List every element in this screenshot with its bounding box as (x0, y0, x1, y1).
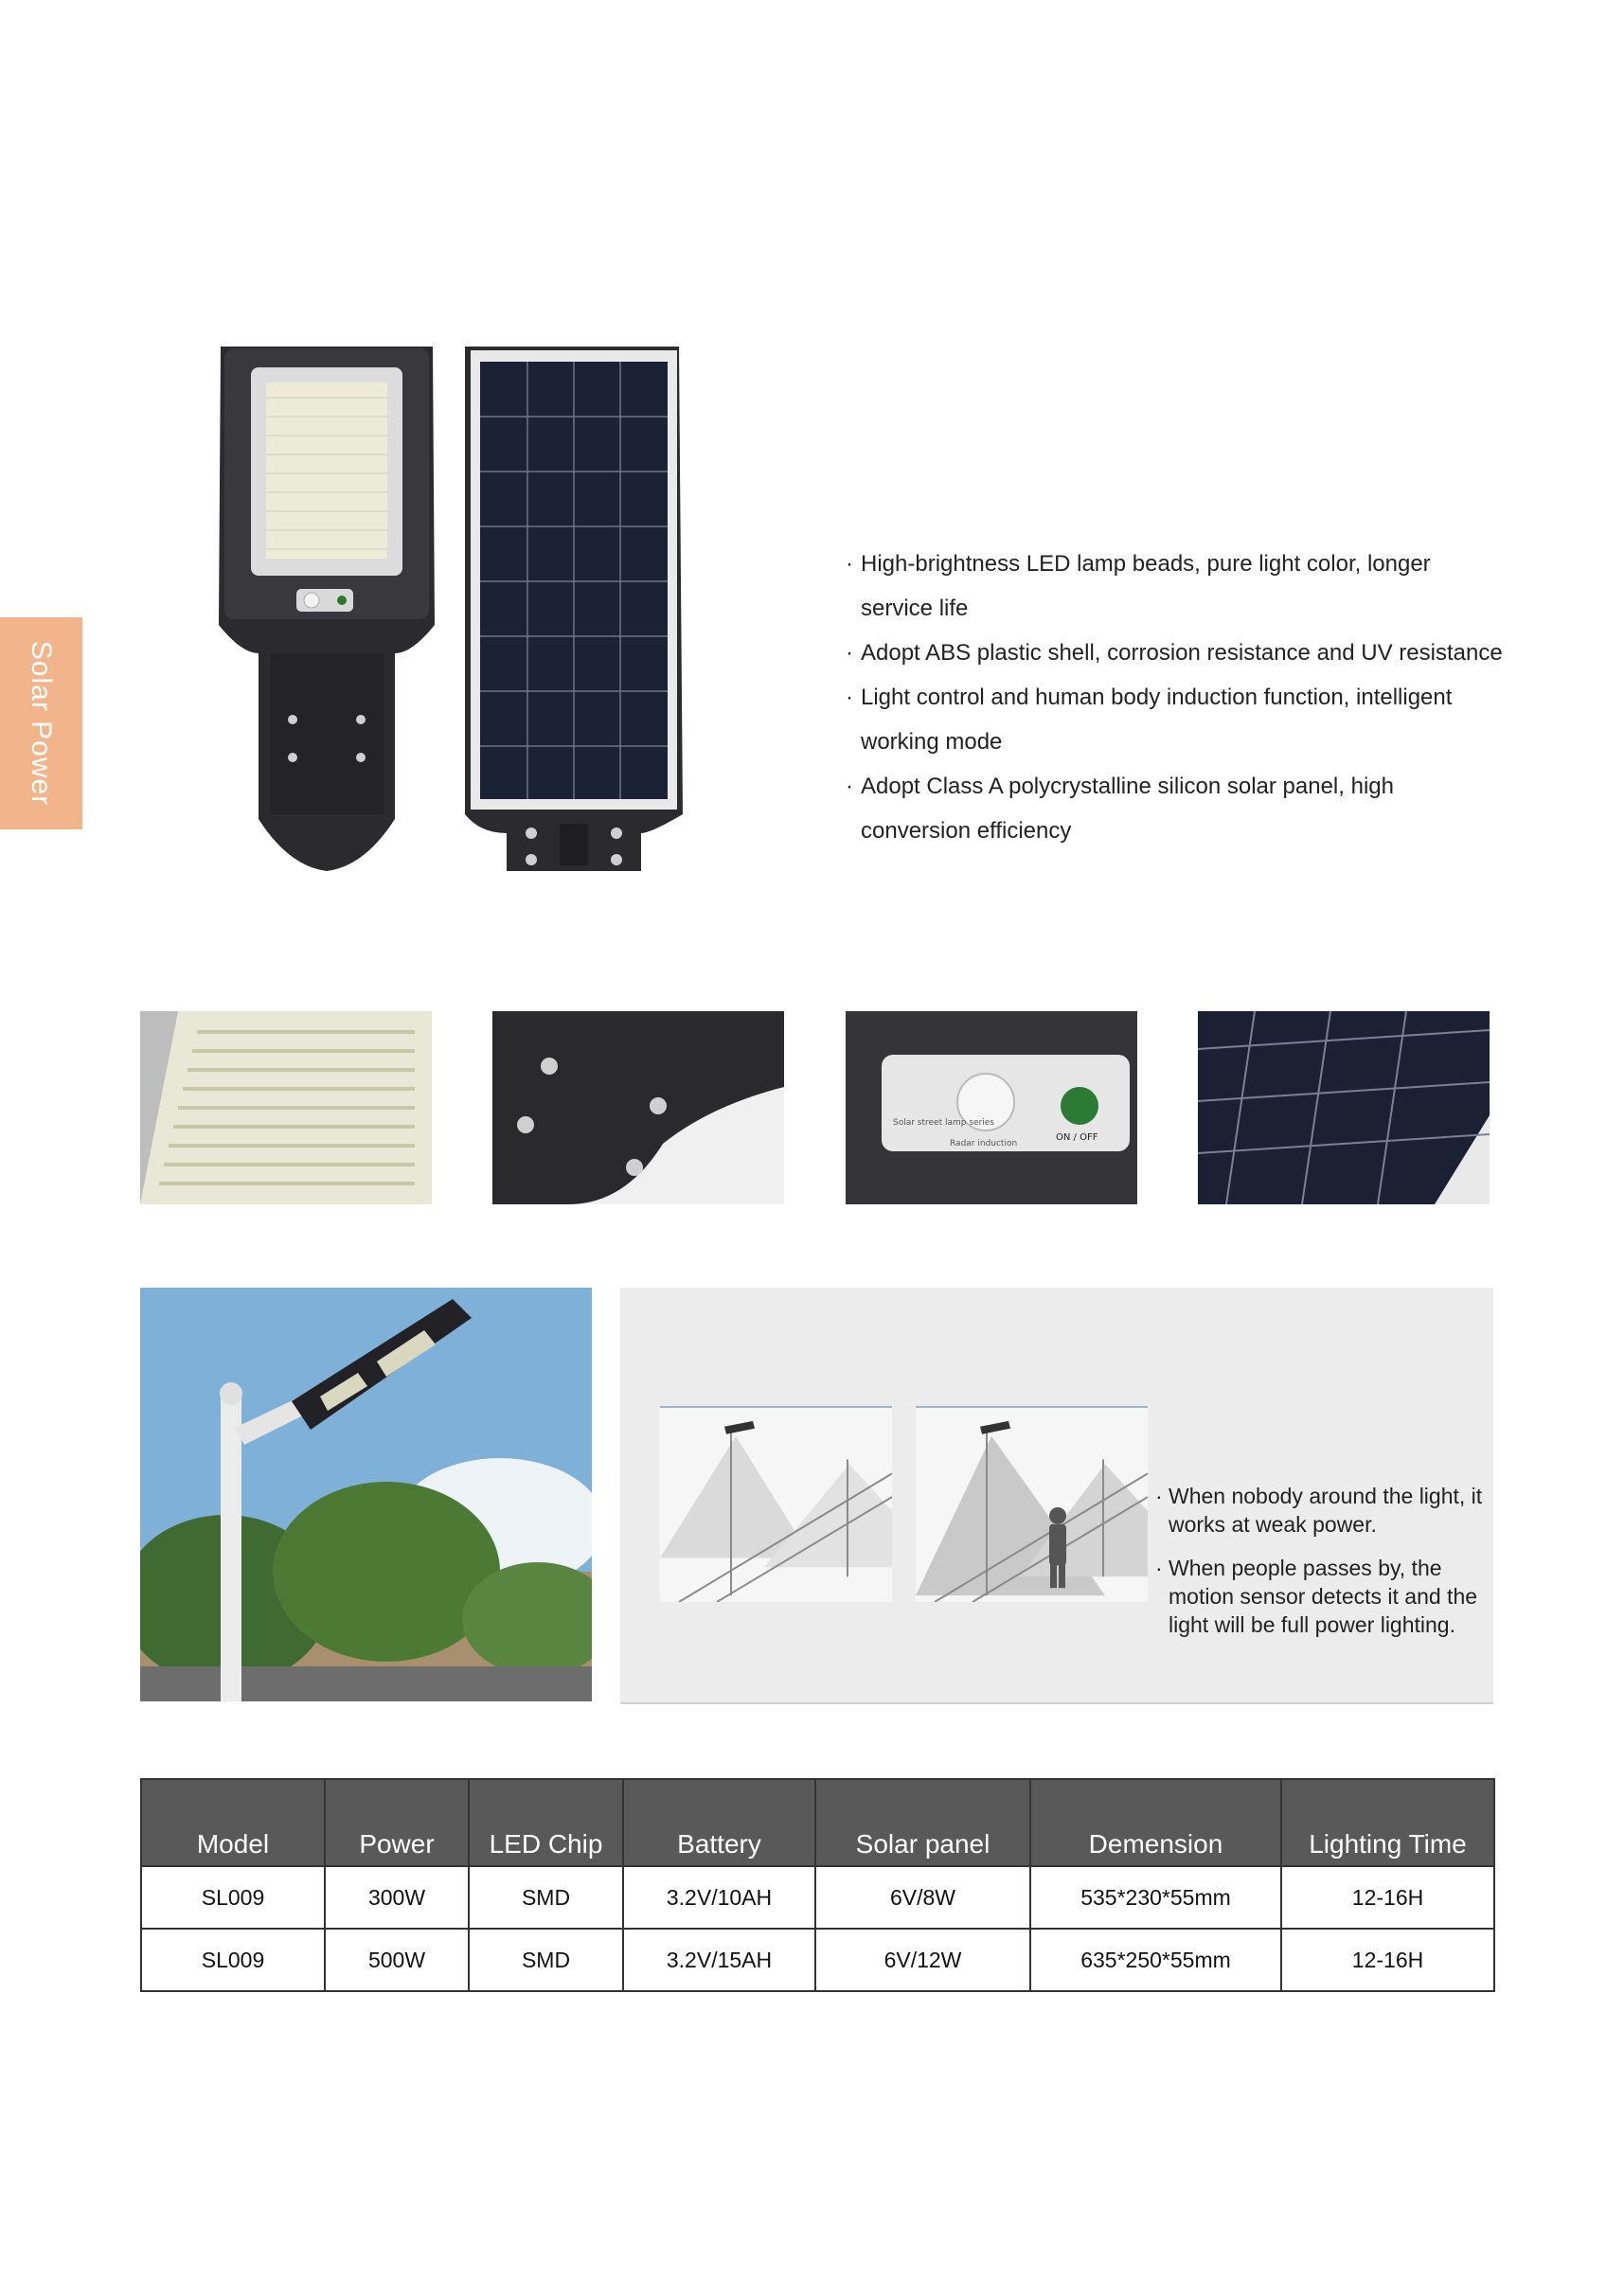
column-header: Demension (1030, 1779, 1281, 1866)
sensor-notes (1155, 1482, 1496, 1654)
table-cell: 635*250*55mm (1030, 1929, 1281, 1991)
feature-item: · Adopt Class A polycrystalline silicon solar panel, high conversion efficiency (846, 764, 1508, 853)
lamp-back-solar-view (461, 341, 687, 890)
table-cell: 500W (325, 1929, 469, 1991)
detail-mount-bracket-image (492, 1011, 784, 1204)
scene-full-power-image (916, 1406, 1148, 1602)
table-row (141, 1929, 1494, 1991)
sensor-note: · When nobody around the light, it works at weak power. (1155, 1482, 1496, 1539)
table-header-row (141, 1779, 1494, 1866)
table-cell: SL009 (141, 1929, 325, 1991)
sensor-note: · When people passes by, the motion sensor detects it and the light will be full power lighting. (1155, 1554, 1496, 1639)
lamp-front-view (213, 341, 440, 890)
table-cell: 535*230*55mm (1030, 1866, 1281, 1929)
detail-radar-sensor-image (846, 1011, 1137, 1204)
feature-list (846, 542, 1508, 853)
table-cell: SL009 (141, 1866, 325, 1929)
table-row (141, 1866, 1494, 1929)
column-header: Power (325, 1779, 469, 1866)
column-header: Battery (623, 1779, 815, 1866)
sensor-label: Solar street lamp series (893, 1118, 994, 1128)
product-hero-image (213, 336, 687, 895)
table-cell: 12-16H (1281, 1866, 1494, 1929)
table-cell: SMD (469, 1866, 623, 1929)
table-cell: 3.2V/15AH (623, 1929, 815, 1991)
table-cell: 6V/12W (815, 1929, 1030, 1991)
feature-item: · Adopt ABS plastic shell, corrosion resistance and UV resistance (846, 631, 1508, 675)
detail-solar-panel-image (1198, 1011, 1490, 1204)
table-cell: 6V/8W (815, 1866, 1030, 1929)
feature-item: · High-brightness LED lamp beads, pure light color, longer service life (846, 542, 1508, 631)
column-header: Model (141, 1779, 325, 1866)
column-header: Solar panel (815, 1779, 1030, 1866)
feature-item: · Light control and human body induction function, intelligent working mode (846, 675, 1508, 764)
side-tab-label: Solar Power (26, 640, 58, 807)
sensor-label: Radar induction (950, 1139, 1018, 1148)
column-header: Lighting Time (1281, 1779, 1494, 1866)
table-cell: 12-16H (1281, 1929, 1494, 1991)
table-cell: SMD (469, 1929, 623, 1991)
scene-weak-power-image (660, 1406, 892, 1602)
motion-sensor-panel (620, 1288, 1493, 1704)
column-header: LED Chip (469, 1779, 623, 1866)
specification-table (140, 1778, 1495, 1992)
table-cell: 300W (325, 1866, 469, 1929)
table-cell: 3.2V/10AH (623, 1866, 815, 1929)
street-installation-image (140, 1288, 592, 1701)
switch-label: ON / OFF (1056, 1132, 1098, 1143)
side-tab (0, 617, 82, 829)
detail-led-beads-image (140, 1011, 432, 1204)
